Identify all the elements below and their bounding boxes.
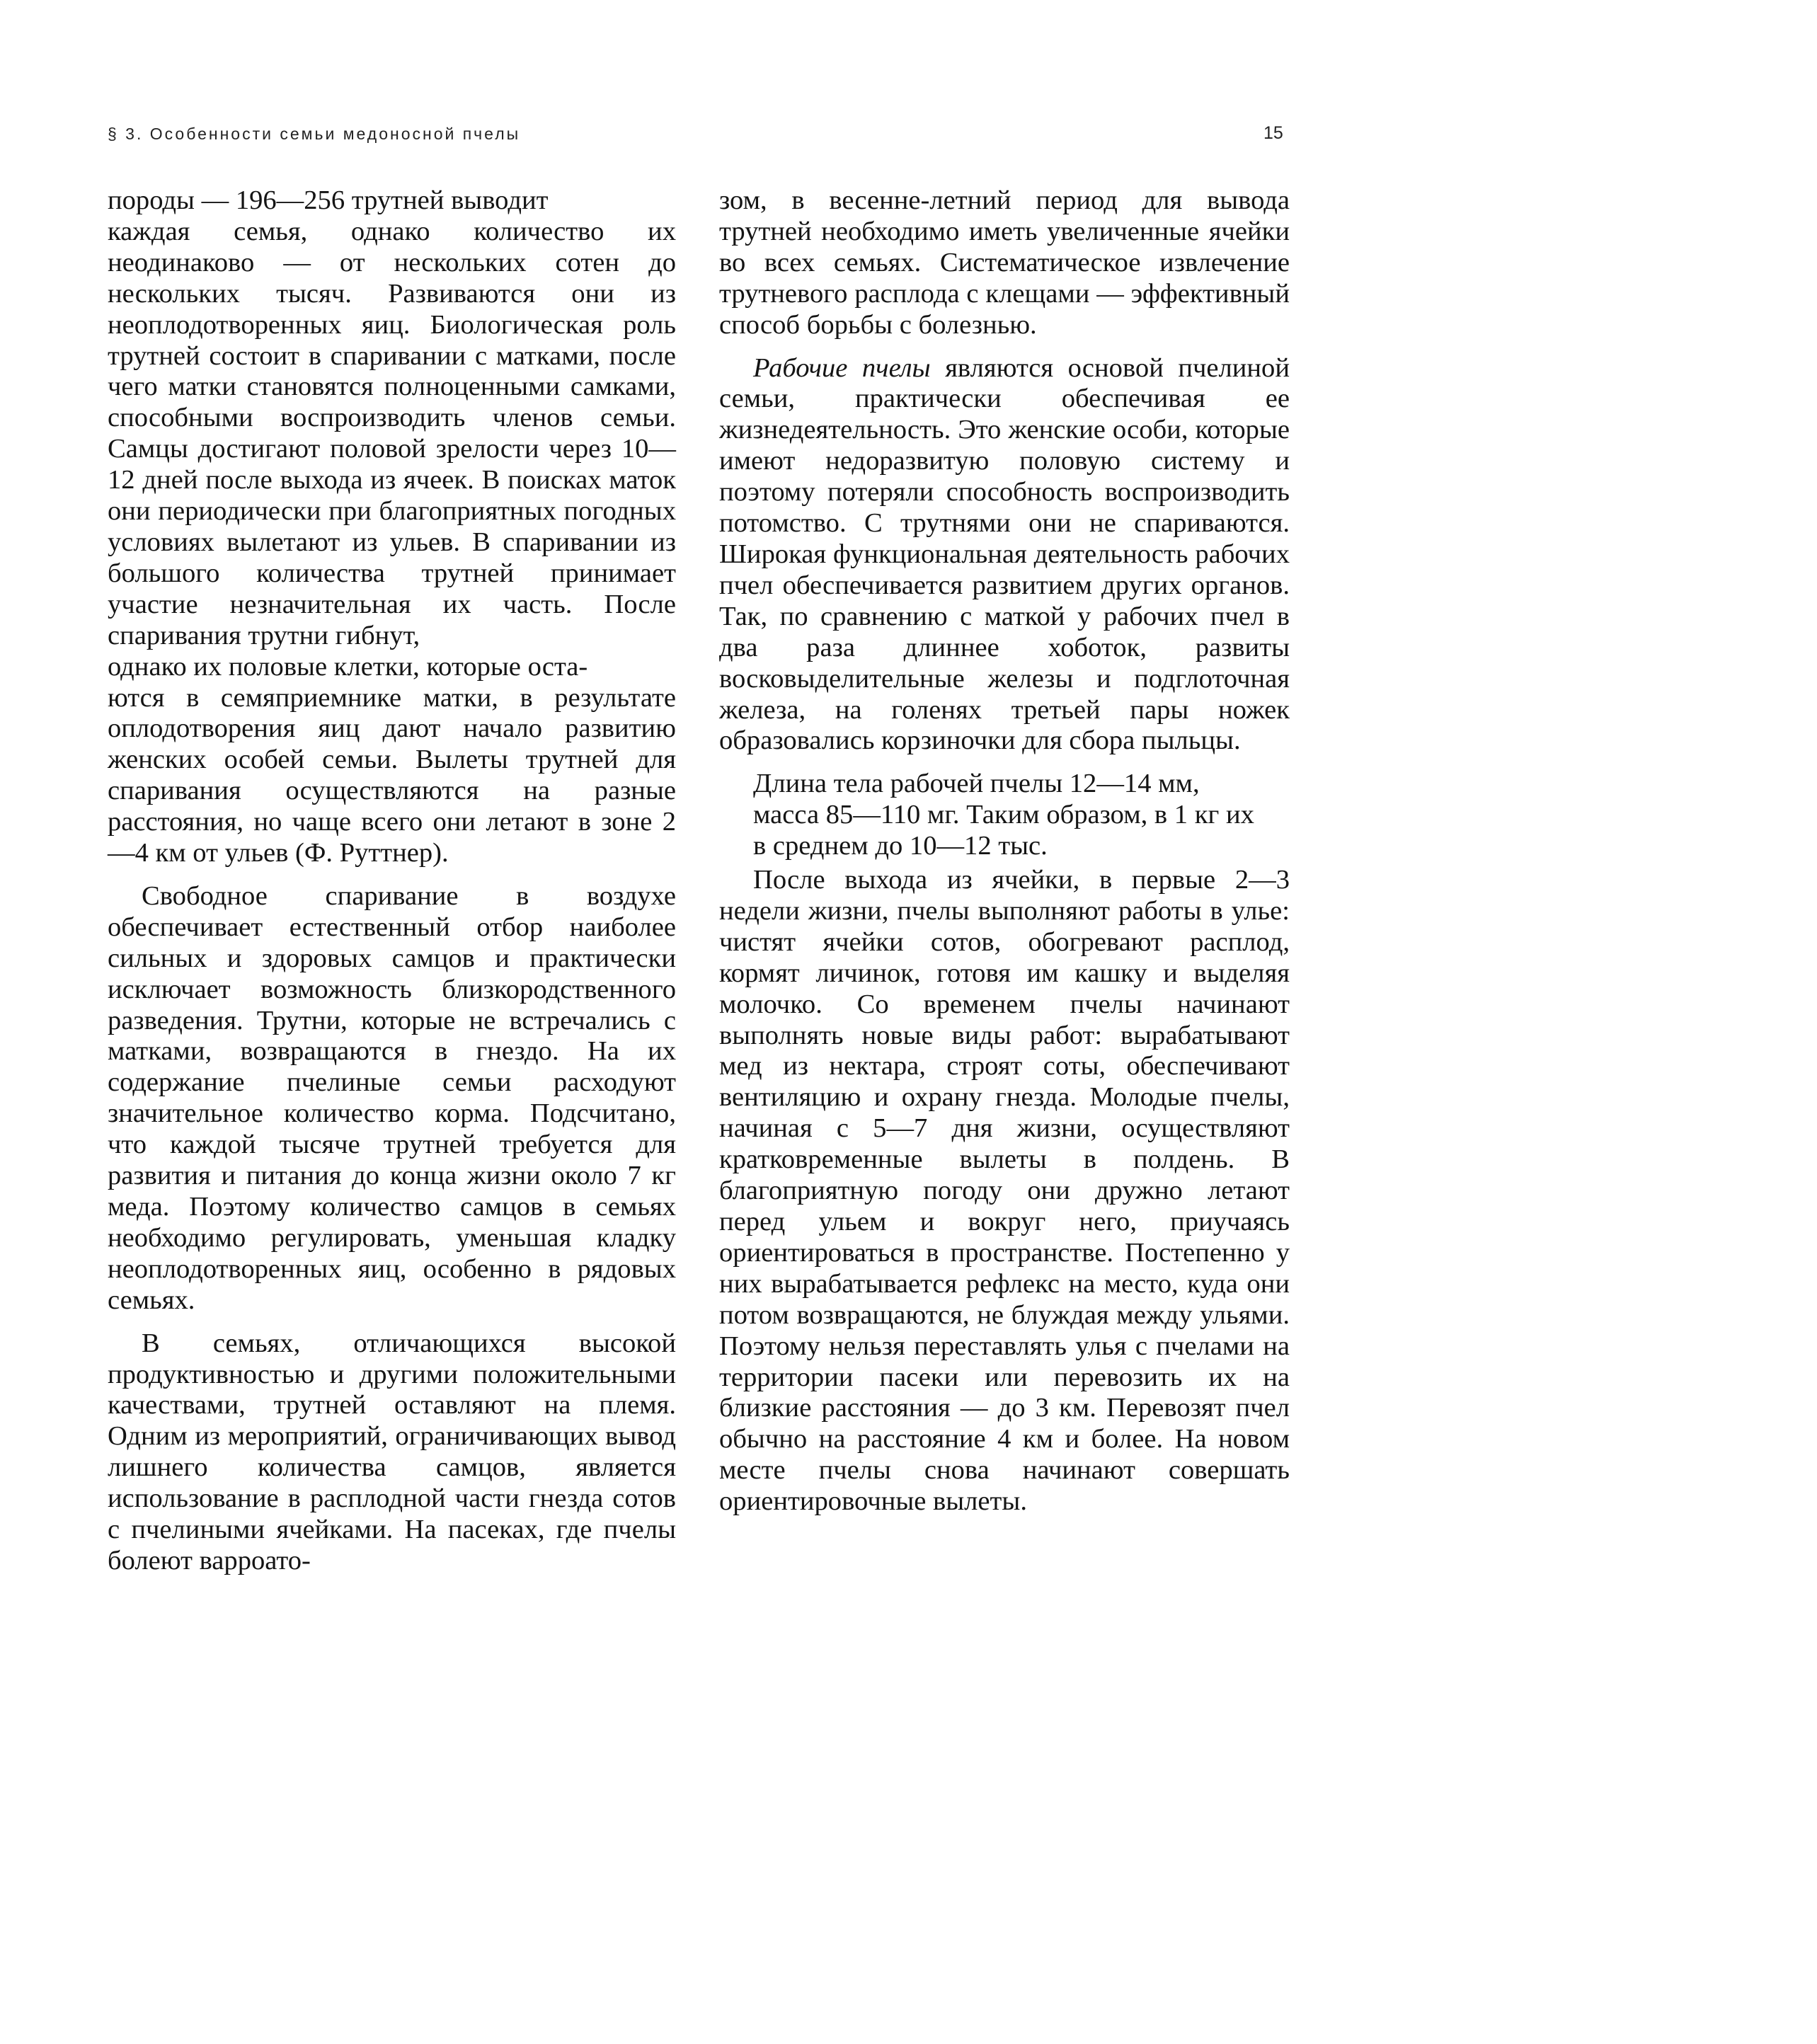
text-run: ются в семяприемнике матки, в результате оплодотворения яиц дают начало развитию женских особей семьи. Вылеты трутней для спаривания осуществляются на разные расстояния, но чаще всего они летают в зоне 2—4 км от ульев (Ф. Руттнер).	[108, 682, 676, 868]
italic-term: Рабочие пчелы	[753, 352, 931, 383]
paragraph: зом, в весенне-летний период для вывода трутней необходимо иметь увеличенные ячейки во всех семьях. Систематическое извлечение трутневого расплода с клещами — эффективный способ борьбы с болезнью.	[719, 185, 1290, 340]
text-line: Длина тела рабочей пчелы 12—14 мм,	[753, 769, 1200, 799]
text-line: в среднем до 10—12 тыс.	[753, 831, 1048, 861]
text-line: масса 85—110 мг. Таким образом, в 1 кг их	[753, 800, 1254, 830]
running-header-title: § 3. Особенности семьи медоносной пчелы	[108, 125, 521, 143]
paragraph	[108, 185, 676, 869]
paragraph: После выхода из ячейки, в первые 2—3 недели жизни, пчелы выполняют работы в улье: чистят ячейки сотов, обогревают расплод, кормят личинок, готовя им кашку и выделяя молочко. Со временем пчелы начинают выполнять новые виды работ: вырабатывают мед из нектара, строят соты, обеспечивают вентиляцию и охрану гнезда. Молодые пчелы, начиная с 5—7 дня жизни, осуществляют кратковременные вылеты в полдень. В благоприятную погоду они дружно летают перед ульем и вокруг него, приучаясь ориентироваться в пространстве. Постепенно у них вырабатывается рефлекс на место, куда они потом возвращаются, не блуждая между ульями. Поэтому нельзя переставлять улья с пчелами на территории пасеки или перевозить их на близкие расстояния — до 3 км. Перевозят пчел обычно на расстояние 4 км и более. На новом месте пчелы снова начинают совершать ориентировочные вылеты.	[719, 865, 1290, 1517]
text-line: породы — 196—256 трутней выводит	[108, 185, 549, 215]
text-line: однако их половые клетки, которые оста-	[108, 651, 588, 682]
left-text-column	[108, 185, 676, 1577]
paragraph	[719, 769, 1290, 862]
text-run: являются основой пчелиной семьи, практически обеспечивая ее жизнедеятельность. Это женские особи, которые имеют недоразвитую половую систему и поэтому потеряли способность воспроизводить потомство. С трутнями они не спариваются. Широкая функциональная деятельность рабочих пчел обеспечивается развитием других органов. Так, по сравнению с маткой у рабочих пчел в два раза длиннее хоботок, развиты восковыделительные железы и подглоточная железа, на голенях третьей пары ножек образовались корзиночки для сбора пыльцы.	[719, 352, 1290, 756]
page-number: 15	[1263, 123, 1283, 143]
text-run: каждая семья, однако количество их неодинаково — от нескольких сотен до нескольких тысяч. Развиваются они из неоплодотворенных яиц. Биологическая роль трутней состоит в спаривании с матками, после чего матки становятся полноценными самками, способными воспроизводить членов семьи. Самцы достигают половой зрелости через 10—12 дней	[108, 216, 676, 495]
text-run: после выхода из ячеек. В поисках маток они периодически при благоприятных погодных условиях вылетают из ульев. В спаривании из большого количества трутней принимает участие незначительная их часть. После спаривания трутни гибнут,	[108, 465, 677, 650]
paragraph: Свободное спаривание в воздухе обеспечивает естественный отбор наиболее сильных и здоровых самцов и практически исключает возможность близкородственного разведения. Трутни, которые не встречались с матками, возвращаются в гнездо. На их содержание пчелиные семьи расходуют значительное количество корма. Подсчитано, что каждой тысяче трутней требуется для развития и питания до конца жизни около 7 кг меда. Поэтому количество самцов в семьях необходимо регулировать, уменьшая кладку неоплодотворенных яиц, особенно в рядовых семьях.	[108, 880, 676, 1315]
paragraph	[719, 353, 1290, 757]
right-text-column	[719, 185, 1290, 1517]
paragraph: В семьях, отличающихся высокой продуктивностью и другими положительными качествами, трутней оставляют на племя. Одним из мероприятий, ограничивающих вывод лишнего количества самцов, является использование в расплодной части гнезда сотов с пчелиными ячейками. На пасеках, где пчелы болеют варроато-	[108, 1328, 676, 1575]
